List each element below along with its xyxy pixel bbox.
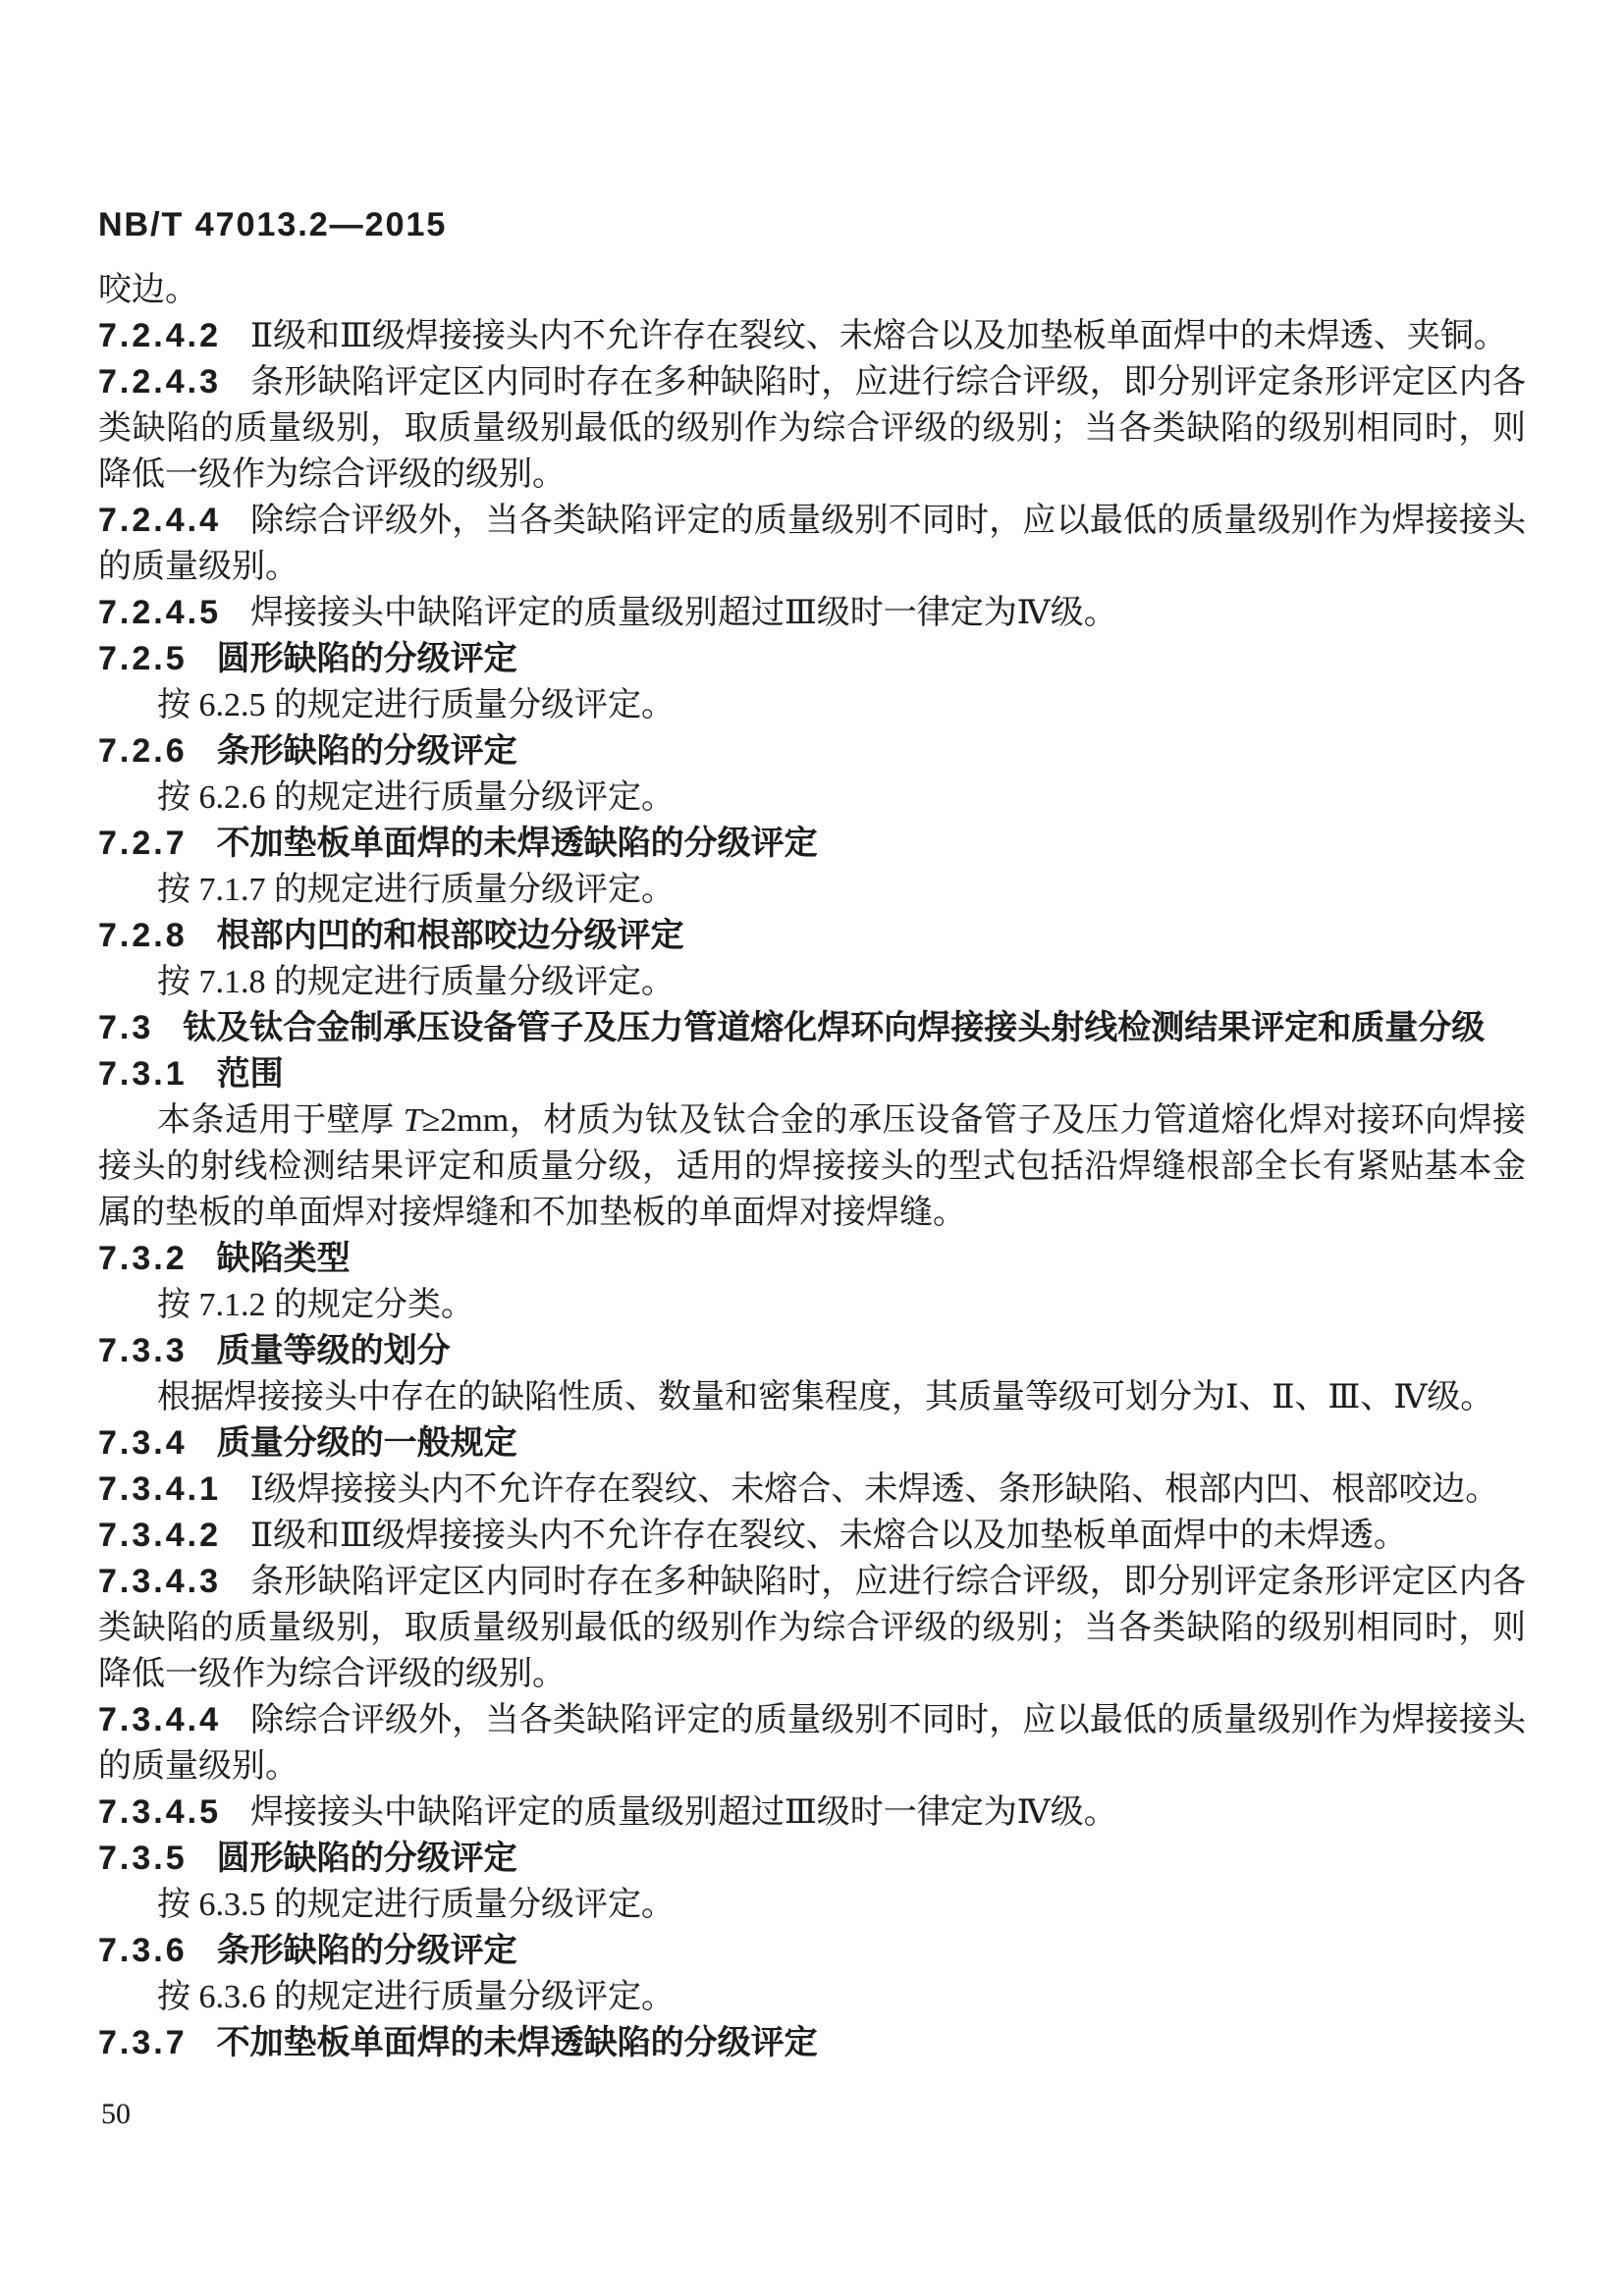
- variable-wall-thickness: T: [403, 1102, 422, 1139]
- clause-number: 7.2.4.2: [98, 317, 221, 354]
- paragraph-rule-7-1-7: 按 7.1.7 的规定进行质量分级评定。: [157, 872, 675, 908]
- clause-text: Ⅰ级焊接接头内不允许存在裂纹、未熔合、未焊透、条形缺陷、根部内凹、根部咬边。: [249, 1471, 1499, 1508]
- page-number: 50: [101, 2098, 131, 2130]
- scope-text-post: ≥2mm，材质为钛及钛合金的承压设备管子及压力管道熔化焊对接环向焊接接头的射线检测结果评定和质量分级，适用的焊接接头的型式包括沿焊缝根部全长有紧贴基本金属的垫板的单面焊对接焊缝和不加垫板的单面焊对接焊缝。: [98, 1102, 1526, 1231]
- paragraph-rule-7-1-2: 按 7.1.2 的规定分类。: [157, 1287, 474, 1323]
- clause-number: 7.3.2: [98, 1240, 188, 1277]
- heading-title: 质量分级的一般规定: [216, 1424, 517, 1462]
- heading-title: 缺陷类型: [216, 1240, 351, 1277]
- heading-title: 范围: [216, 1055, 284, 1093]
- clause-number: 7.3.4: [98, 1424, 188, 1462]
- clause-text: Ⅱ级和Ⅲ级焊接接头内不允许存在裂纹、未熔合以及加垫板单面焊中的未焊透、夹铜。: [249, 318, 1507, 354]
- clause-number: 7.2.4.5: [98, 594, 221, 631]
- clause-number: 7.3.4.4: [98, 1701, 221, 1738]
- clause-number: 7.3: [98, 1009, 154, 1046]
- clause-number: 7.2.8: [98, 917, 188, 954]
- heading-title: 根部内凹的和根部咬边分级评定: [216, 917, 684, 954]
- heading-title: 条形缺陷的分级评定: [216, 732, 517, 770]
- heading-7-3-1: [98, 1051, 1526, 1097]
- heading-title: 钛及钛合金制承压设备管子及压力管道熔化焊环向焊接接头射线检测结果评定和质量分级: [183, 1009, 1486, 1046]
- heading-7-3-3: [98, 1328, 1526, 1374]
- paragraph-rule-6-3-5: 按 6.3.5 的规定进行质量分级评定。: [157, 1887, 675, 1923]
- clause-text: 条形缺陷评定区内同时存在多种缺陷时，应进行综合评级，即分别评定条形评定区内各类缺陷的质量级别，取质量级别最低的级别作为综合评级的级别；当各类缺陷的级别相同时，则降低一级作为综合评级的级别。: [98, 364, 1526, 493]
- document-body: [98, 267, 1526, 2066]
- heading-7-3: [98, 1005, 1526, 1051]
- scope-text-pre: 本条适用于壁厚: [157, 1102, 404, 1139]
- paragraph-quality-grades: 根据焊接接头中存在的缺陷性质、数量和密集程度，其质量等级可划分为Ⅰ、Ⅱ、Ⅲ、Ⅳ级。: [157, 1379, 1494, 1415]
- clause-7-3-4-5: [98, 1789, 1526, 1836]
- clause-7-2-4-4: [98, 498, 1526, 590]
- heading-title: 圆形缺陷的分级评定: [216, 1840, 517, 1877]
- clause-number: 7.3.7: [98, 2024, 188, 2061]
- heading-title: 不加垫板单面焊的未焊透缺陷的分级评定: [216, 825, 818, 862]
- clause-number: 7.3.6: [98, 1932, 188, 1969]
- heading-7-3-4: [98, 1420, 1526, 1467]
- clause-number: 7.3.4.5: [98, 1793, 221, 1831]
- paragraph-rule-7-1-8: 按 7.1.8 的规定进行质量分级评定。: [157, 964, 675, 1000]
- clause-7-3-4-3: [98, 1559, 1526, 1697]
- heading-title: 条形缺陷的分级评定: [216, 1932, 517, 1969]
- heading-title: 质量等级的划分: [216, 1332, 451, 1369]
- clause-number: 7.3.4.3: [98, 1563, 221, 1600]
- heading-7-2-5: [98, 636, 1526, 682]
- clause-number: 7.2.5: [98, 640, 188, 677]
- clause-number: 7.3.3: [98, 1332, 188, 1369]
- clause-text: 除综合评级外，当各类缺陷评定的质量级别不同时，应以最低的质量级别作为焊接接头的质量级别。: [98, 1702, 1526, 1785]
- clause-number: 7.3.5: [98, 1840, 188, 1877]
- heading-7-2-8: [98, 913, 1526, 959]
- heading-title: 不加垫板单面焊的未焊透缺陷的分级评定: [216, 2024, 818, 2061]
- clause-number: 7.2.7: [98, 825, 188, 862]
- paragraph-rule-6-3-6: 按 6.3.6 的规定进行质量分级评定。: [157, 1979, 675, 2015]
- heading-7-2-6: [98, 728, 1526, 774]
- clause-7-3-4-1: [98, 1467, 1526, 1513]
- clause-text: 除综合评级外，当各类缺陷评定的质量级别不同时，应以最低的质量级别作为焊接接头的质量级别。: [98, 503, 1526, 585]
- clause-number: 7.3.1: [98, 1055, 188, 1093]
- clause-7-3-4-2: [98, 1513, 1526, 1559]
- clause-text: 条形缺陷评定区内同时存在多种缺陷时，应进行综合评级，即分别评定条形评定区内各类缺陷的质量级别，取质量级别最低的级别作为综合评级的级别；当各类缺陷的级别相同时，则降低一级作为综合评级的级别。: [98, 1564, 1526, 1692]
- heading-title: 圆形缺陷的分级评定: [216, 640, 517, 677]
- clause-7-2-4-3: [98, 359, 1526, 498]
- paragraph-rule-6-2-5: 按 6.2.5 的规定进行质量分级评定。: [157, 687, 675, 723]
- clause-7-2-4-5: [98, 590, 1526, 636]
- heading-7-3-2: [98, 1236, 1526, 1282]
- clause-number: 7.3.4.1: [98, 1470, 221, 1508]
- standard-number-header: NB/T 47013.2—2015: [98, 206, 448, 243]
- clause-number: 7.3.4.2: [98, 1517, 221, 1554]
- clause-7-3-4-4: [98, 1697, 1526, 1789]
- heading-7-2-7: [98, 821, 1526, 867]
- paragraph-rule-6-2-6: 按 6.2.6 的规定进行质量分级评定。: [157, 779, 675, 816]
- heading-7-3-5: [98, 1836, 1526, 1882]
- clause-text: 焊接接头中缺陷评定的质量级别超过Ⅲ级时一律定为Ⅳ级。: [249, 595, 1117, 631]
- clause-number: 7.2.6: [98, 732, 188, 770]
- clause-text: Ⅱ级和Ⅲ级焊接接头内不允许存在裂纹、未熔合以及加垫板单面焊中的未焊透。: [249, 1518, 1407, 1554]
- clause-number: 7.2.4.4: [98, 502, 221, 539]
- clause-text: 焊接接头中缺陷评定的质量级别超过Ⅲ级时一律定为Ⅳ级。: [249, 1794, 1117, 1831]
- paragraph-continuation: 咬边。: [98, 272, 198, 308]
- clause-7-2-4-2: [98, 313, 1526, 359]
- clause-number: 7.2.4.3: [98, 363, 221, 400]
- paragraph-scope: [98, 1097, 1526, 1236]
- heading-7-3-6: [98, 1928, 1526, 1974]
- heading-7-3-7: [98, 2020, 1526, 2066]
